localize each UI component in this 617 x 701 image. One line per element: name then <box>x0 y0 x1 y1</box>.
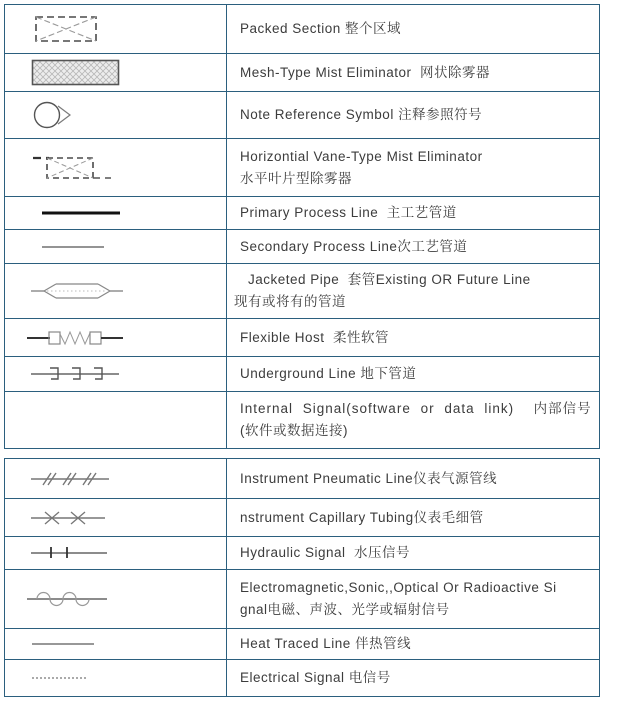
row-label: Underground Line 地下管道 <box>240 366 417 382</box>
symbol-cell <box>5 230 227 263</box>
description-cell <box>227 197 599 229</box>
symbol-cell <box>5 319 227 356</box>
secondary-process-line-symbol <box>41 243 105 251</box>
symbol-cell <box>5 357 227 391</box>
description-cell <box>227 139 599 196</box>
row-label-en: Internal Signal(software or data link) 内部信号 <box>240 401 592 417</box>
primary-process-line-symbol <box>41 208 121 218</box>
symbol-cell <box>5 499 227 536</box>
row-label-zh: gnal电磁、声波、光学或辐射信号 <box>240 602 450 617</box>
symbol-cell <box>5 537 227 569</box>
description-cell <box>227 230 599 263</box>
row-label-zh: 现有或将有的管道 <box>234 294 346 309</box>
description-cell <box>227 459 599 498</box>
legend-row-internal-signal <box>5 391 599 448</box>
description-cell <box>227 357 599 391</box>
description-cell <box>227 392 599 448</box>
symbol-cell <box>5 459 227 498</box>
horizontal-vane-mist-eliminator-symbol <box>31 147 117 189</box>
symbol-cell <box>5 660 227 696</box>
legend-row-electrical-signal <box>5 659 599 696</box>
instrument-capillary-tubing-symbol <box>31 508 117 528</box>
legend-row-jacketed-pipe <box>5 263 599 318</box>
row-label-en: Jacketed Pipe 套管Existing OR Future Line <box>248 272 531 288</box>
row-label: nstrument Capillary Tubing仪表毛细管 <box>240 509 484 525</box>
row-label: Instrument Pneumatic Line仪表气源管线 <box>240 470 498 486</box>
description-cell <box>227 629 599 659</box>
row-label: Secondary Process Line次工艺管道 <box>240 238 468 254</box>
symbol-cell <box>5 5 227 53</box>
row-label: Note Reference Symbol 注释参照符号 <box>240 107 483 123</box>
heat-traced-line-symbol <box>31 640 95 648</box>
row-label: Hydraulic Signal 水压信号 <box>240 545 411 561</box>
underground-line-symbol <box>31 365 119 383</box>
legend-row-capillary-tubing <box>5 498 599 536</box>
legend-row-packed-section <box>5 5 599 53</box>
row-label-en: Electromagnetic,Sonic,,Optical Or Radioactive Si <box>240 580 557 596</box>
row-label: Heat Traced Line 伴热管线 <box>240 636 412 652</box>
description-cell <box>227 319 599 356</box>
jacketed-pipe-symbol <box>31 278 123 304</box>
description-cell <box>227 92 599 138</box>
legend-table-signal-lines <box>4 458 600 697</box>
symbol-cell-empty <box>5 392 227 448</box>
flexible-host-symbol <box>27 324 123 352</box>
legend-row-secondary-process-line <box>5 229 599 263</box>
legend-row-vane-type <box>5 138 599 196</box>
legend-row-primary-process-line <box>5 196 599 229</box>
description-cell <box>227 537 599 569</box>
description-cell <box>227 5 599 53</box>
row-label: Primary Process Line 主工艺管道 <box>240 205 457 221</box>
symbol-cell <box>5 570 227 628</box>
legend-row-note-reference <box>5 91 599 138</box>
legend-row-electromagnetic-signal <box>5 569 599 628</box>
row-label-en: Horizontial Vane-Type Mist Eliminator <box>240 148 483 164</box>
electromagnetic-signal-symbol <box>27 586 107 612</box>
legend-row-underground-line <box>5 356 599 391</box>
legend-row-pneumatic-line <box>5 459 599 498</box>
row-label: Flexible Host 柔性软管 <box>240 329 390 345</box>
row-label: Packed Section 整个区域 <box>240 21 402 37</box>
legend-row-flexible-host <box>5 318 599 356</box>
hydraulic-signal-symbol <box>31 544 107 562</box>
symbol-cell <box>5 197 227 229</box>
legend-row-hydraulic-signal <box>5 536 599 569</box>
row-label-zh: 水平叶片型除雾器 <box>240 170 352 186</box>
legend-row-mesh-type <box>5 53 599 91</box>
legend-table-symbols <box>4 4 600 449</box>
description-cell <box>227 499 599 536</box>
row-label: Electrical Signal 电信号 <box>240 670 391 686</box>
description-cell <box>227 264 599 318</box>
symbol-cell <box>5 139 227 196</box>
packed-section-symbol <box>31 12 101 46</box>
electrical-signal-symbol <box>31 674 89 682</box>
description-cell <box>227 660 599 696</box>
row-label: Mesh-Type Mist Eliminator 网状除雾器 <box>240 64 491 80</box>
mesh-type-mist-eliminator-symbol <box>31 59 121 87</box>
symbol-cell <box>5 264 227 318</box>
note-reference-symbol <box>31 96 77 134</box>
symbol-cell <box>5 629 227 659</box>
description-cell <box>227 54 599 91</box>
symbol-cell <box>5 54 227 91</box>
row-label-zh: (软件或数据连接) <box>240 423 348 438</box>
description-cell <box>227 570 599 628</box>
instrument-pneumatic-line-symbol <box>31 469 109 489</box>
legend-row-heat-traced-line <box>5 628 599 659</box>
symbol-cell <box>5 92 227 138</box>
